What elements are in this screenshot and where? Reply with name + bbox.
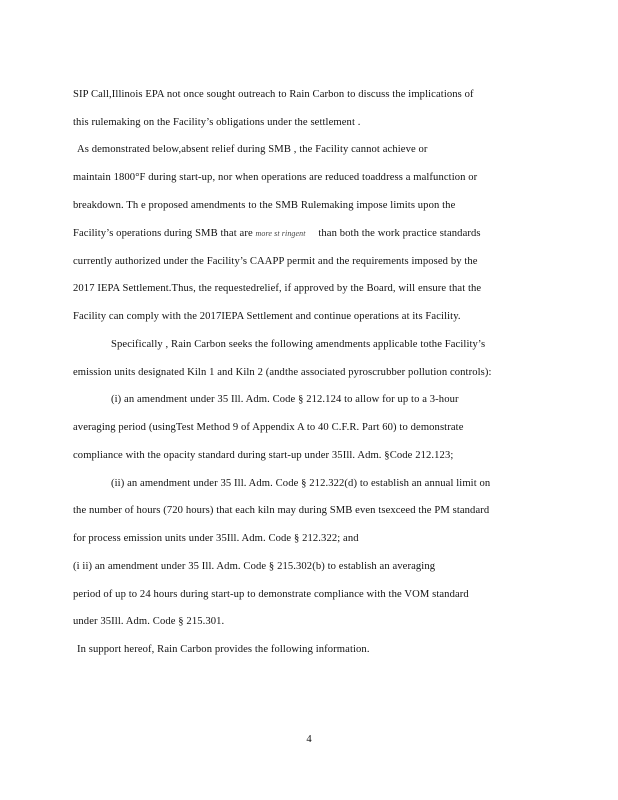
text-line: Facility’s operations during SMB that are [73, 228, 253, 239]
text-line: In support hereof, Rain Carbon provides the following information. [77, 644, 370, 655]
text-line: emission units designated Kiln 1 and Kiln 2 (andthe associated pyroscrubber pollution controls): [73, 367, 492, 378]
text-line: this rulemaking on the Facility’s obligations under the settlement . [73, 117, 361, 128]
text-line: (i) an amendment under 35 Ill. Adm. Code § 212.124 to allow for up to a 3-hour [111, 394, 459, 405]
text-line: As demonstrated below,absent relief during SMB , the Facility cannot achieve or [77, 144, 428, 155]
page-number: 4 [306, 734, 312, 745]
text-line: period of up to 24 hours during start-up to demonstrate compliance with the VOM standard [73, 589, 469, 600]
italic-inline-text: more st ringent [255, 229, 306, 238]
text-line: Specifically , Rain Carbon seeks the following amendments applicable tothe Facility’s [111, 339, 486, 350]
text-line: compliance with the opacity standard during start-up under 35Ill. Adm. §Code 212.123; [73, 450, 454, 461]
text-line: (i ii) an amendment under 35 Ill. Adm. Code § 215.302(b) to establish an averaging [73, 561, 436, 572]
text-line: 2017 IEPA Settlement.Thus, the requestedrelief, if approved by the Board, will ensure that the [73, 283, 482, 294]
text-line: currently authorized under the Facility’s CAAPP permit and the requirements imposed by the [73, 256, 478, 267]
text-line: SIP Call,Illinois EPA not once sought outreach to Rain Carbon to discuss the implications of [73, 89, 474, 100]
text-line: for process emission units under 35Ill. Adm. Code § 212.322; and [73, 533, 359, 544]
text-line: than both the work practice standards [318, 228, 481, 239]
text-line: maintain 1800°F during start-up, nor when operations are reduced toaddress a malfunction or [73, 172, 478, 183]
text-line: Facility can comply with the 2017IEPA Settlement and continue operations at its Facility. [73, 311, 461, 322]
text-line: the number of hours (720 hours) that each kiln may during SMB even tsexceed the PM standard [73, 505, 490, 516]
text-line: (ii) an amendment under 35 Ill. Adm. Code § 212.322(d) to establish an annual limit on [111, 478, 491, 489]
text-line: breakdown. Th e proposed amendments to the SMB Rulemaking impose limits upon the [73, 200, 456, 211]
text-line: under 35Ill. Adm. Code § 215.301. [73, 616, 225, 627]
text-line: averaging period (usingTest Method 9 of Appendix A to 40 C.F.R. Part 60) to demonstrate [73, 422, 464, 433]
